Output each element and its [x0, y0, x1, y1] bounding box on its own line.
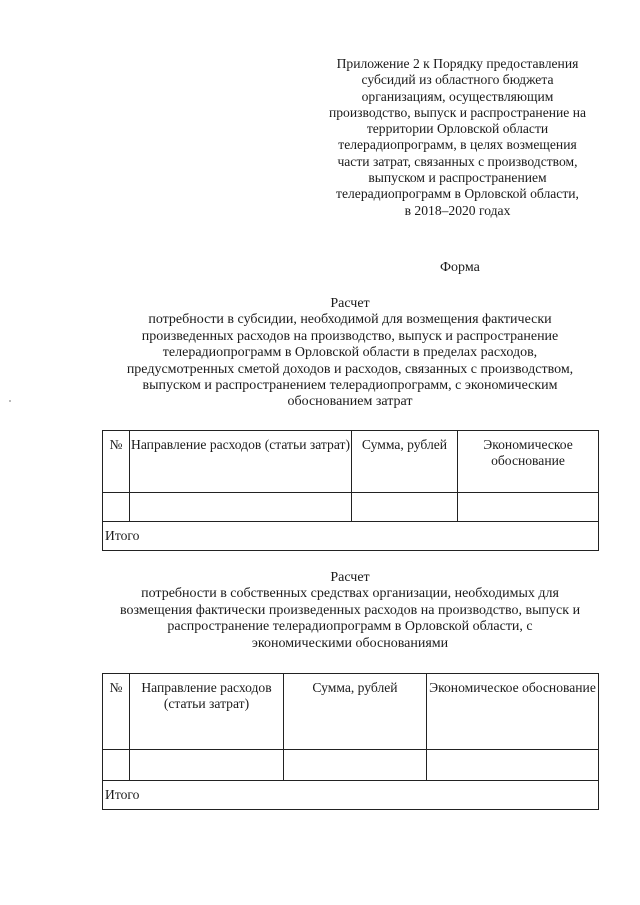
section1-table — [102, 430, 599, 551]
section2-title-line: экономическими обоснованиями — [251, 635, 449, 651]
appendix-line: производство, выпуск и распространение на — [328, 104, 587, 120]
table-header-row — [103, 674, 599, 750]
table-row — [103, 493, 599, 522]
appendix-line: телерадиопрограмм, в целях возмещения — [338, 137, 577, 153]
cell-number — [103, 750, 130, 781]
section2-title-line: возмещения фактически произведенных расходов на производство, выпуск и — [119, 602, 581, 618]
appendix-line: организациям, осуществляющим — [361, 88, 554, 104]
section1-title-line: телерадиопрограмм в Орловской области в пределах расходов, — [162, 345, 538, 361]
section1-title-line: произведенных расходов на производство, выпуск и распространение — [141, 328, 559, 344]
header-amount: Сумма, рублей — [284, 674, 427, 750]
appendix-line: в 2018–2020 годах — [404, 202, 511, 218]
scan-dot — [9, 400, 11, 402]
form-label: Форма — [440, 260, 480, 275]
appendix-line: субсидий из областного бюджета — [361, 72, 554, 88]
cell-expense-direction — [130, 750, 284, 781]
cell-justification — [427, 750, 599, 781]
table-row — [103, 750, 599, 781]
section1-title — [100, 296, 600, 411]
appendix-line: телерадиопрограмм в Орловской области, — [336, 186, 579, 202]
header-amount: Сумма, рублей — [352, 431, 458, 493]
table-total-row — [103, 781, 599, 810]
cell-expense-direction — [130, 493, 352, 522]
section2-table — [102, 673, 599, 810]
cell-number — [103, 493, 130, 522]
section1-title-line: потребности в субсидии, необходимой для возмещения фактически — [148, 312, 552, 328]
section1-title-line: обоснованием затрат — [287, 394, 413, 410]
header-expense-direction: Направление расходов (статьи затрат) — [130, 674, 284, 750]
section2-title-line: Расчет — [330, 570, 370, 585]
section2-title — [100, 570, 600, 652]
table-header-row — [103, 431, 599, 493]
header-justification: Экономическое обоснование — [458, 431, 599, 493]
appendix-line: выпуском и распространением — [368, 170, 547, 186]
cell-amount — [352, 493, 458, 522]
cell-amount — [284, 750, 427, 781]
cell-justification — [458, 493, 599, 522]
total-label: Итого — [103, 522, 599, 551]
appendix-header — [305, 56, 610, 219]
section2-title-line: потребности в собственных средствах организации, необходимых для — [141, 586, 559, 602]
section1-title-line: выпуском и распространением телерадиопрограмм, с экономическим — [142, 378, 558, 394]
section2-title-line: распространение телерадиопрограмм в Орловской области, с — [167, 619, 533, 635]
header-number: № — [103, 674, 130, 750]
appendix-line: части затрат, связанных с производством, — [337, 153, 578, 169]
total-label: Итого — [103, 781, 599, 810]
section1-title-line: предусмотренных сметой доходов и расходов, связанных с производством, — [126, 361, 574, 377]
header-number: № — [103, 431, 130, 493]
appendix-line: территории Орловской области — [366, 121, 549, 137]
header-expense-direction: Направление расходов (статьи затрат) — [130, 431, 352, 493]
appendix-line: Приложение 2 к Порядку предоставления — [336, 56, 579, 71]
section1-title-line: Расчет — [330, 296, 370, 311]
table-total-row — [103, 522, 599, 551]
header-justification: Экономическое обоснование — [427, 674, 599, 750]
